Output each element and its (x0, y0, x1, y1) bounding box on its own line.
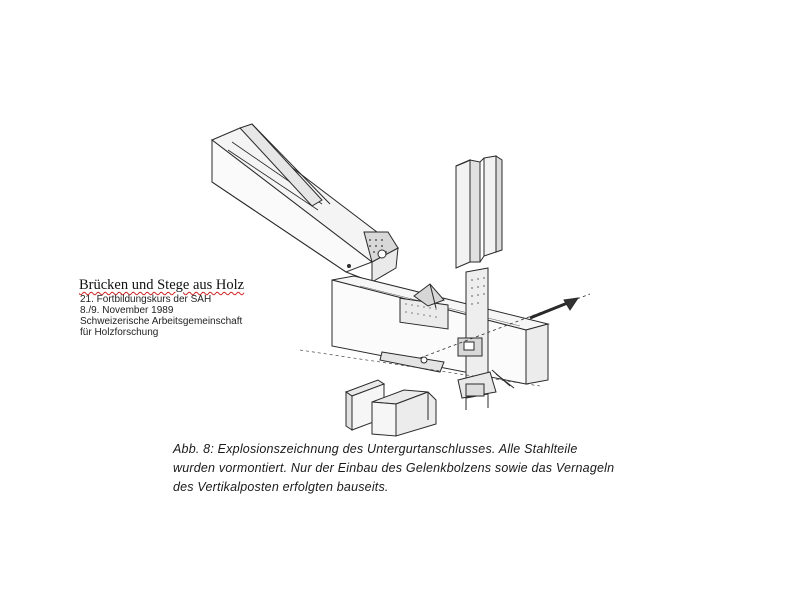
lower-timber-blocks (346, 380, 436, 436)
caption-line-3: des Vertikalposten erfolgten bauseits. (173, 480, 389, 494)
caption-line-1: Abb. 8: Explosionszeichnung des Untergurtanschlusses. Alle Stahlteile (173, 442, 578, 456)
publication-date: 8./9. November 1989 (80, 305, 174, 316)
publication-course: 21. Fortbildungskurs der SAH (80, 294, 212, 305)
publication-title: Brücken und Stege aus Holz (79, 277, 245, 293)
vertical-post-pieces (456, 156, 502, 268)
caption-line-2: wurden vormontiert. Nur der Einbau des Gelenkbolzens sowie das Vernageln (173, 461, 615, 475)
figure-caption (173, 440, 653, 497)
publication-organization-cont: für Holzforschung (80, 327, 159, 338)
publication-organization: Schweizerische Arbeitsgemeinschaft (80, 316, 243, 327)
diagonal-beam (212, 124, 398, 282)
publication-source-block (79, 276, 279, 338)
